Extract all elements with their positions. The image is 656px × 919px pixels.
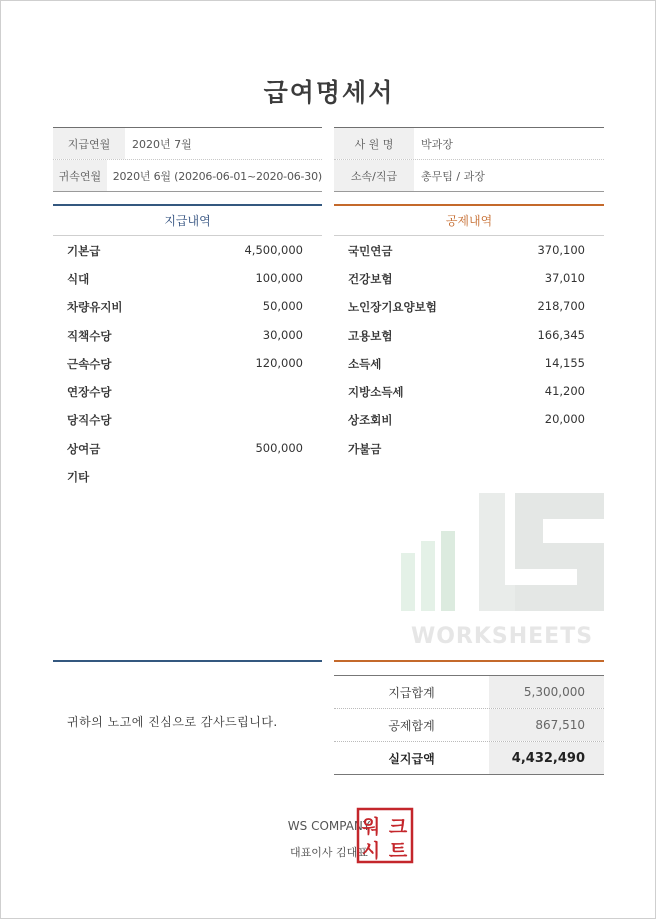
payments-list (67, 243, 303, 493)
total-pay-value: 5,300,000 (489, 676, 604, 708)
company-name: WS COMPANY (287, 819, 371, 833)
deduction-item (348, 243, 585, 263)
department-label: 소속/직급 (334, 160, 414, 191)
payment-name: 당직수당 (67, 413, 112, 427)
department-row (334, 159, 604, 191)
payment-amount: 120,000 (255, 356, 303, 370)
payment-name: 식대 (67, 272, 90, 286)
svg-text:시: 시 (361, 840, 381, 862)
net-pay-row (334, 741, 604, 774)
deduction-name: 건강보험 (348, 272, 393, 286)
deduction-name: 고용보험 (348, 329, 393, 343)
thanks-message: 귀하의 노고에 진심으로 감사드립니다. (67, 715, 278, 729)
ceo-name: 대표이사 김대표 (290, 846, 368, 859)
payment-amount: 4,500,000 (244, 243, 303, 257)
pay-period-table (53, 127, 322, 192)
pay-month-row (53, 128, 322, 159)
deduction-item (348, 356, 585, 376)
payment-name: 근속수당 (67, 357, 112, 371)
payment-name: 상여금 (67, 442, 101, 456)
employee-name-row (334, 128, 604, 159)
payment-item (67, 384, 303, 404)
deduction-amount: 14,155 (544, 356, 585, 370)
payment-name: 연장수당 (67, 385, 112, 399)
deduction-amount: 20,000 (544, 412, 585, 426)
department-value: 총무팀 / 과장 (421, 169, 485, 183)
deduction-name: 소득세 (348, 357, 382, 371)
payment-name: 직책수당 (67, 329, 112, 343)
deductions-footer-line (334, 660, 604, 662)
deduction-item (348, 384, 585, 404)
deduction-name: 상조회비 (348, 413, 393, 427)
deduction-name: 노인장기요양보험 (348, 300, 437, 314)
deduction-name: 지방소득세 (348, 385, 404, 399)
watermark-text: WORKSHEETS (410, 624, 594, 649)
deduction-item (348, 328, 585, 348)
deduction-name: 가불금 (348, 442, 382, 456)
deduction-item (348, 299, 585, 319)
page-title: 급여명세서 (263, 78, 395, 107)
payments-header-divider (53, 235, 322, 236)
payment-amount: 500,000 (255, 441, 303, 455)
payment-item (67, 412, 303, 432)
payment-name: 기타 (67, 470, 90, 484)
employee-name-value: 박과장 (421, 137, 453, 151)
payment-item (67, 299, 303, 319)
deductions-header: 공제내역 (334, 204, 604, 235)
deduction-amount: 218,700 (537, 299, 585, 313)
employee-name-label: 사 원 명 (334, 128, 414, 159)
totals-table (334, 675, 604, 775)
deductions-header-divider (334, 235, 604, 236)
deduction-amount: 41,200 (544, 384, 585, 398)
deduction-amount: 37,010 (544, 271, 585, 285)
payment-item (67, 243, 303, 263)
payment-item (67, 441, 303, 461)
seal-stamp-icon (356, 807, 414, 864)
total-deduction-label: 공제합계 (388, 718, 435, 733)
total-deduction-value: 867,510 (489, 709, 604, 741)
svg-text:워: 워 (361, 816, 381, 838)
deduction-amount: 166,345 (537, 328, 585, 342)
deduction-item (348, 412, 585, 432)
pay-month-value: 2020년 7월 (132, 137, 192, 151)
employee-table (334, 127, 604, 192)
payment-item (67, 356, 303, 376)
deduction-item (348, 441, 585, 461)
total-pay-label: 지급합계 (388, 685, 435, 700)
worksheets-logo-icon (399, 491, 605, 651)
payments-footer-line (53, 660, 322, 662)
net-pay-label: 실지급액 (388, 751, 435, 766)
belong-month-label: 귀속연월 (53, 160, 107, 191)
payment-amount: 50,000 (262, 299, 303, 313)
payment-name: 차량유지비 (67, 300, 123, 314)
pay-month-label: 지급연월 (53, 128, 125, 159)
total-deduction-row (334, 708, 604, 741)
payment-item (67, 469, 303, 489)
svg-text:크: 크 (388, 816, 408, 838)
deductions-list (348, 243, 585, 463)
payment-item (67, 271, 303, 291)
payment-name: 기본급 (67, 244, 101, 258)
svg-text:트: 트 (388, 840, 408, 862)
payment-item (67, 328, 303, 348)
belong-month-row (53, 159, 322, 191)
belong-month-value: 2020년 6월 (20206-06-01~2020-06-30) (112, 169, 322, 183)
total-pay-row (334, 676, 604, 708)
payment-amount: 100,000 (255, 271, 303, 285)
payment-amount: 30,000 (262, 328, 303, 342)
deduction-item (348, 271, 585, 291)
deduction-name: 국민연금 (348, 244, 393, 258)
net-pay-value: 4,432,490 (489, 742, 604, 774)
deduction-amount: 370,100 (537, 243, 585, 257)
payments-header: 지급내역 (53, 204, 322, 235)
